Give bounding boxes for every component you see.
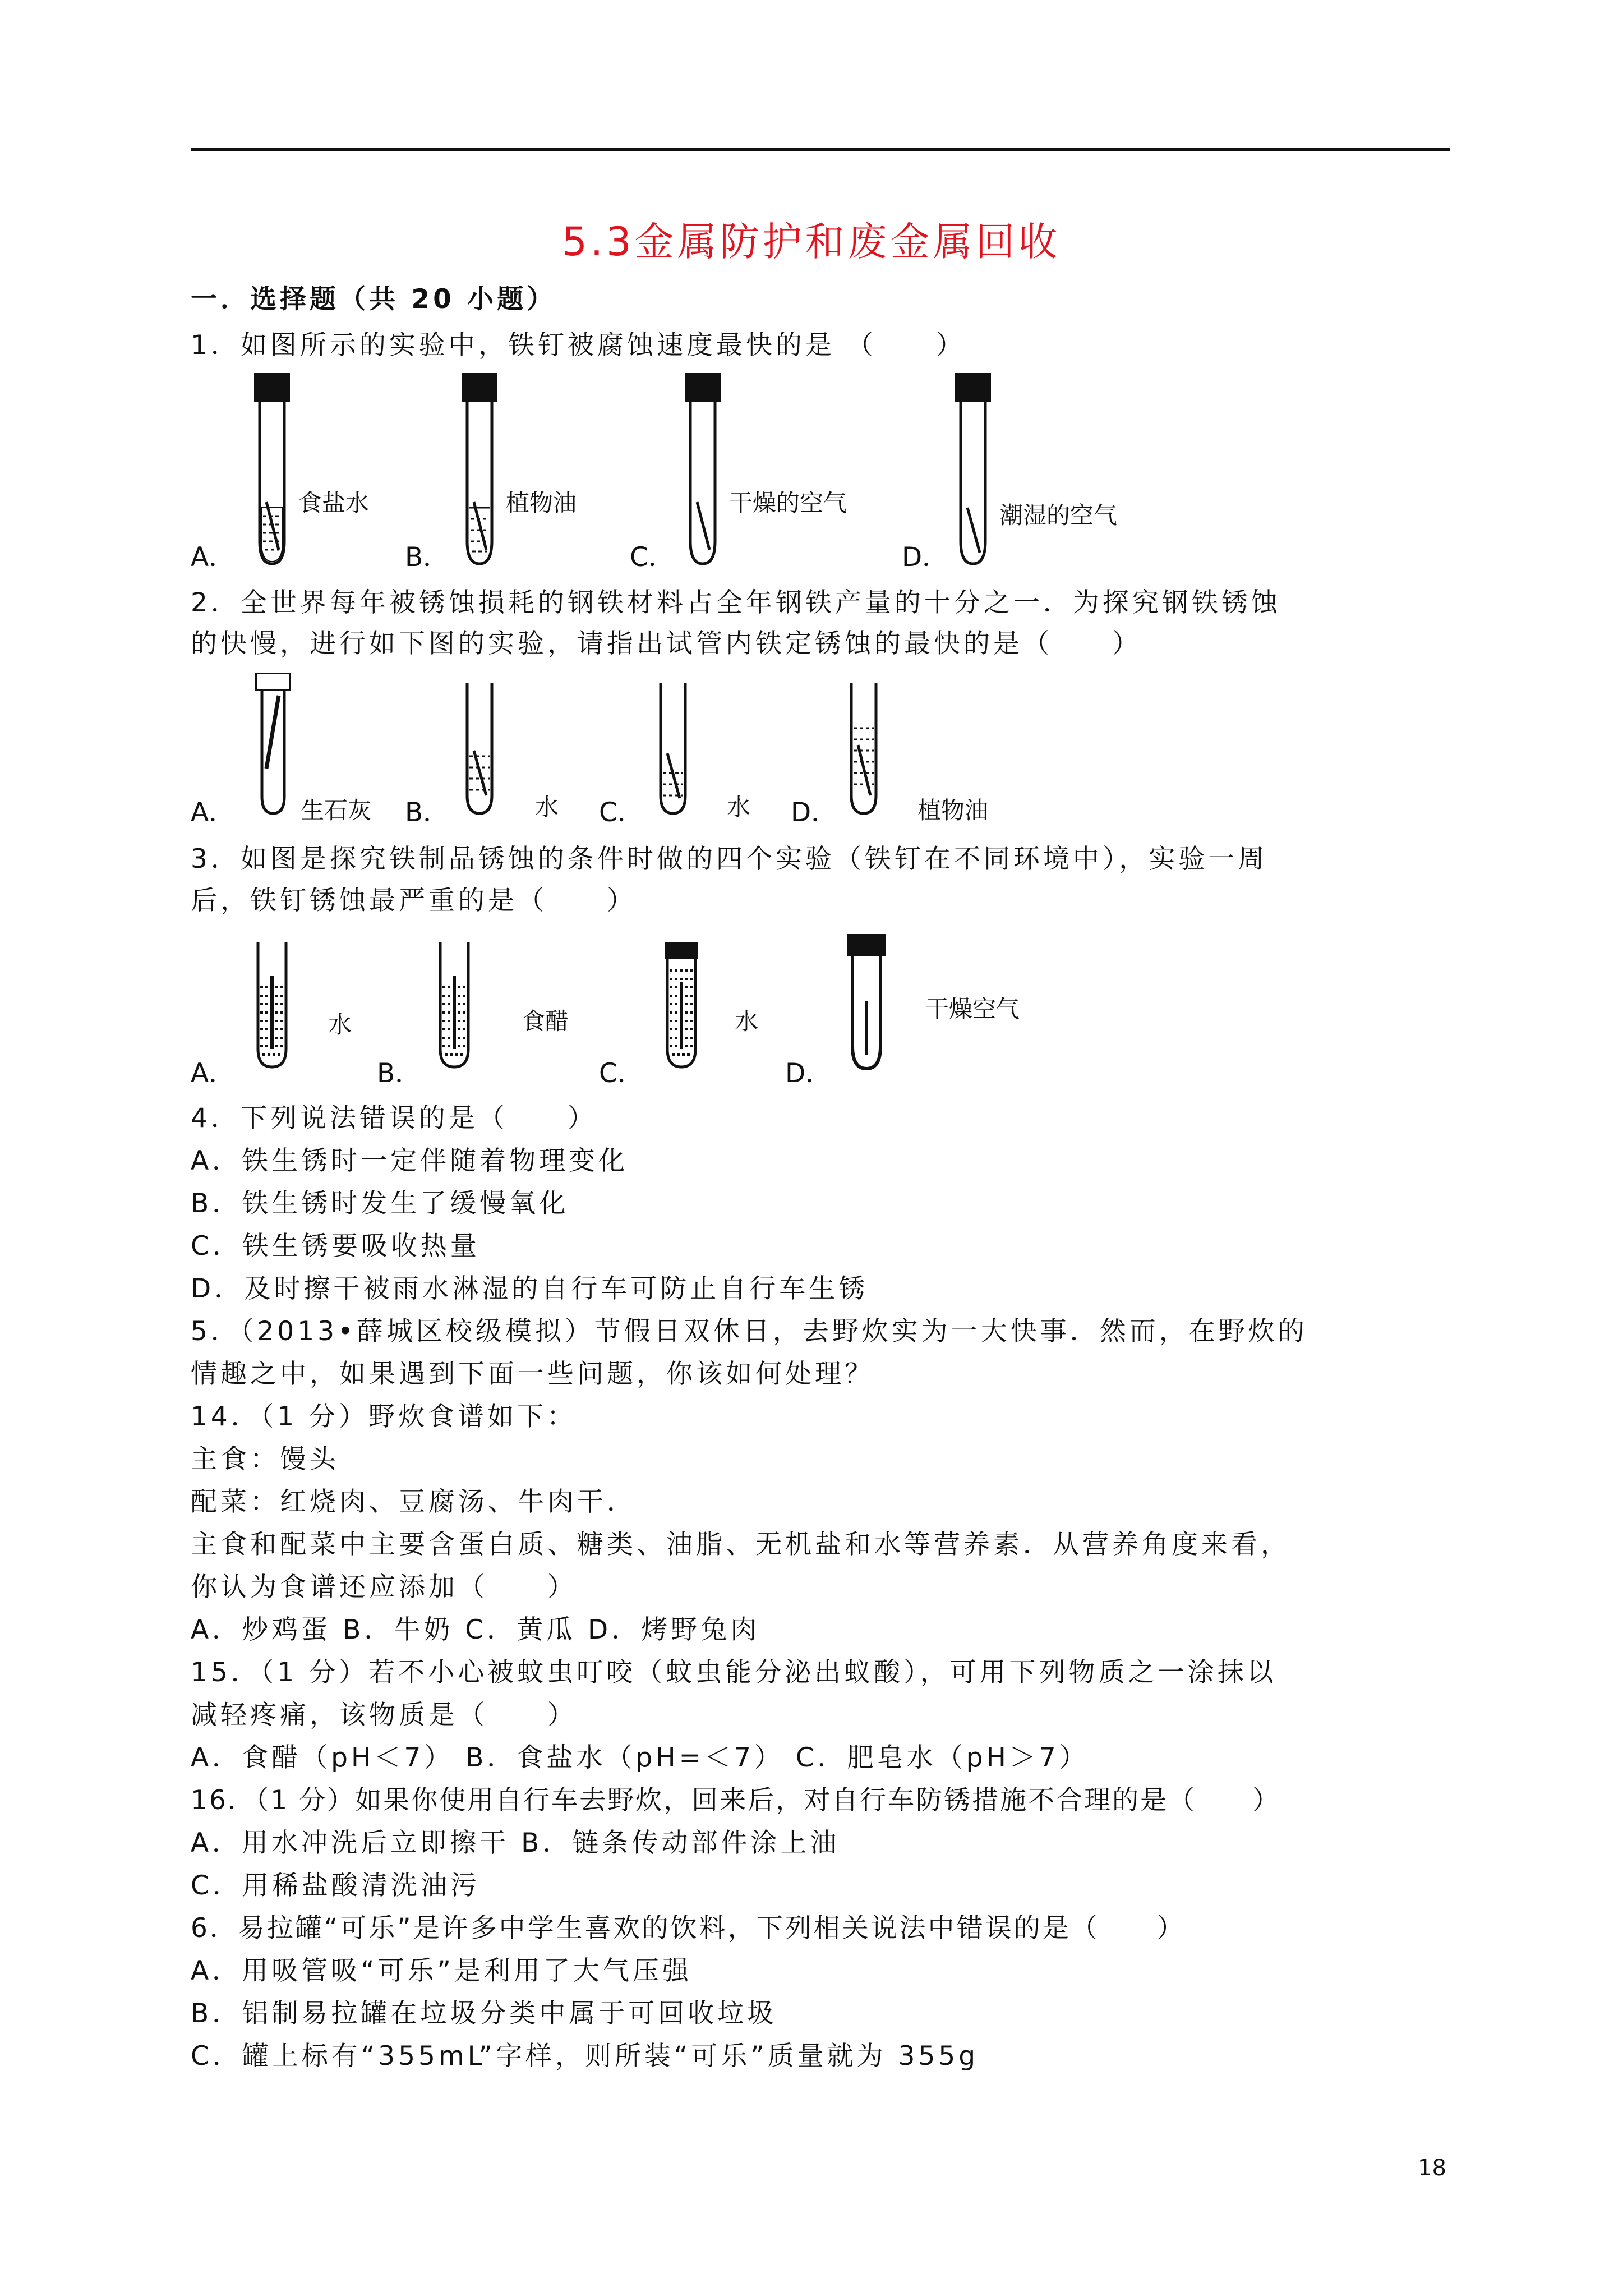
q14-options: A．炒鸡蛋 B．牛奶 C．黄瓜 D．烤野兔肉 [191,1614,760,1645]
header-rule [191,148,1450,151]
q15-options: A．食醋（pH＜7） B．食盐水（pH=＜7） C．肥皂水（pH＞7） [191,1742,1089,1773]
q3-label-b: 食醋 [522,1007,569,1035]
q1-label-a: 食盐水 [298,489,370,517]
q2-tube-b [457,683,502,818]
q1-label-d: 潮湿的空气 [999,501,1118,529]
q2-option-a: A． [191,797,236,828]
q3-tube-b [429,942,479,1071]
q16-option-c: C．用稀盐酸清洗油污 [191,1870,480,1901]
question-3-stem-line2: 后，铁钉锈蚀最严重的是（ ） [191,885,637,916]
q1-tube-b [457,373,502,569]
q14-sides: 配菜：红烧肉、豆腐汤、牛肉干． [191,1487,637,1517]
q1-option-b: B． [405,542,450,573]
q2-label-b: 水 [535,793,559,821]
q6-option-a: A．用吸管吸“可乐”是利用了大气压强 [191,1955,692,1986]
q1-tube-d [951,373,995,569]
q14-text-line1: 主食和配菜中主要含蛋白质、糖类、油脂、无机盐和水等营养素．从营养角度来看， [191,1529,1290,1560]
q2-option-c: C． [599,797,644,828]
q2-option-d: D． [791,797,838,828]
q5-stem-line1: 5．（2013•薛城区校级模拟）节假日双休日，去野炊实为一大快事．然而，在野炊的 [191,1316,1308,1347]
q1-tube-a [250,373,294,569]
page-number: 18 [1418,2155,1446,2181]
q16-stem: 16．（1 分）如果你使用自行车去野炊，回来后，对自行车防锈措施不合理的是（ ） [191,1785,1281,1816]
q1-option-c: C． [630,542,675,573]
page-title: 5.3金属防护和废金属回收 [562,219,1061,265]
q3-label-d: 干燥空气 [925,995,1020,1023]
q2-tube-a [250,673,300,819]
q14-text-line2: 你认为食谱还应添加（ ） [191,1572,577,1603]
q4-option-c: C．铁生锈要吸收热量 [191,1231,480,1262]
q2-option-b: B． [405,797,450,828]
q1-label-c: 干燥的空气 [729,489,847,517]
q3-option-b: B． [377,1058,422,1089]
question-2-stem-line2: 的快慢，进行如下图的实验，请指出试管内铁定锈蚀的最快的是（ ） [191,628,1142,659]
q3-label-a: 水 [328,1011,352,1038]
question-2-stem-line1: 2．全世界每年被锈蚀损耗的钢铁材料占全年钢铁产量的十分之一．为探究钢铁锈蚀 [191,587,1281,618]
q5-stem-line2: 情趣之中，如果遇到下面一些问题，你该如何处理？ [191,1359,874,1389]
q3-option-c: C． [599,1058,644,1089]
question-3-stem-line1: 3．如图是探究铁制品锈蚀的条件时做的四个实验（铁钉在不同环境中），实验一周 [191,844,1268,875]
q2-label-d: 植物油 [917,797,989,824]
q14-staple: 主食：馒头 [191,1444,339,1475]
q6-option-c: C．罐上标有“355mL”字样，则所装“可乐”质量就为 355g [191,2041,979,2072]
q6-stem: 6．易拉罐“可乐”是许多中学生喜欢的饮料，下列相关说法中错误的是（ ） [191,1913,1186,1944]
q4-option-a: A．铁生锈时一定伴随着物理变化 [191,1145,629,1176]
q14-stem: 14．（1 分）野炊食谱如下： [191,1401,577,1432]
q1-option-d: D． [902,542,949,573]
q3-tube-d [841,934,897,1074]
q3-tube-a [247,942,297,1071]
question-1-stem: 1．如图所示的实验中，铁钉被腐蚀速度最快的是 （ ） [191,330,966,361]
q1-label-b: 植物油 [506,489,577,517]
q2-tube-d [841,683,886,818]
section-heading: 一．选择题（共 20 小题） [191,284,557,315]
q4-option-b: B．铁生锈时发生了缓慢氧化 [191,1188,569,1219]
q4-stem: 4．下列说法错误的是（ ） [191,1103,597,1134]
q2-label-c: 水 [727,793,751,821]
q3-label-c: 水 [735,1007,759,1035]
q15-stem-line2: 减轻疼痛，该物质是（ ） [191,1700,577,1731]
q2-label-a: 生石灰 [301,797,372,824]
q16-options-ab: A．用水冲洗后立即擦干 B．链条传动部件涂上油 [191,1828,840,1858]
q15-stem-line1: 15．（1 分）若不小心被蚊虫叮咬（蚊虫能分泌出蚁酸），可用下列物质之一涂抹以 [191,1657,1277,1688]
q1-tube-c [680,373,725,569]
q3-option-a: A． [191,1058,236,1089]
q3-option-d: D． [785,1058,832,1089]
q4-option-d: D．及时擦干被雨水淋湿的自行车可防止自行车生锈 [191,1273,869,1304]
q2-tube-c [651,683,695,818]
q1-option-a: A． [191,542,236,573]
q3-tube-c [656,942,707,1071]
q6-option-b: B．铝制易拉罐在垃圾分类中属于可回收垃圾 [191,1998,777,2029]
